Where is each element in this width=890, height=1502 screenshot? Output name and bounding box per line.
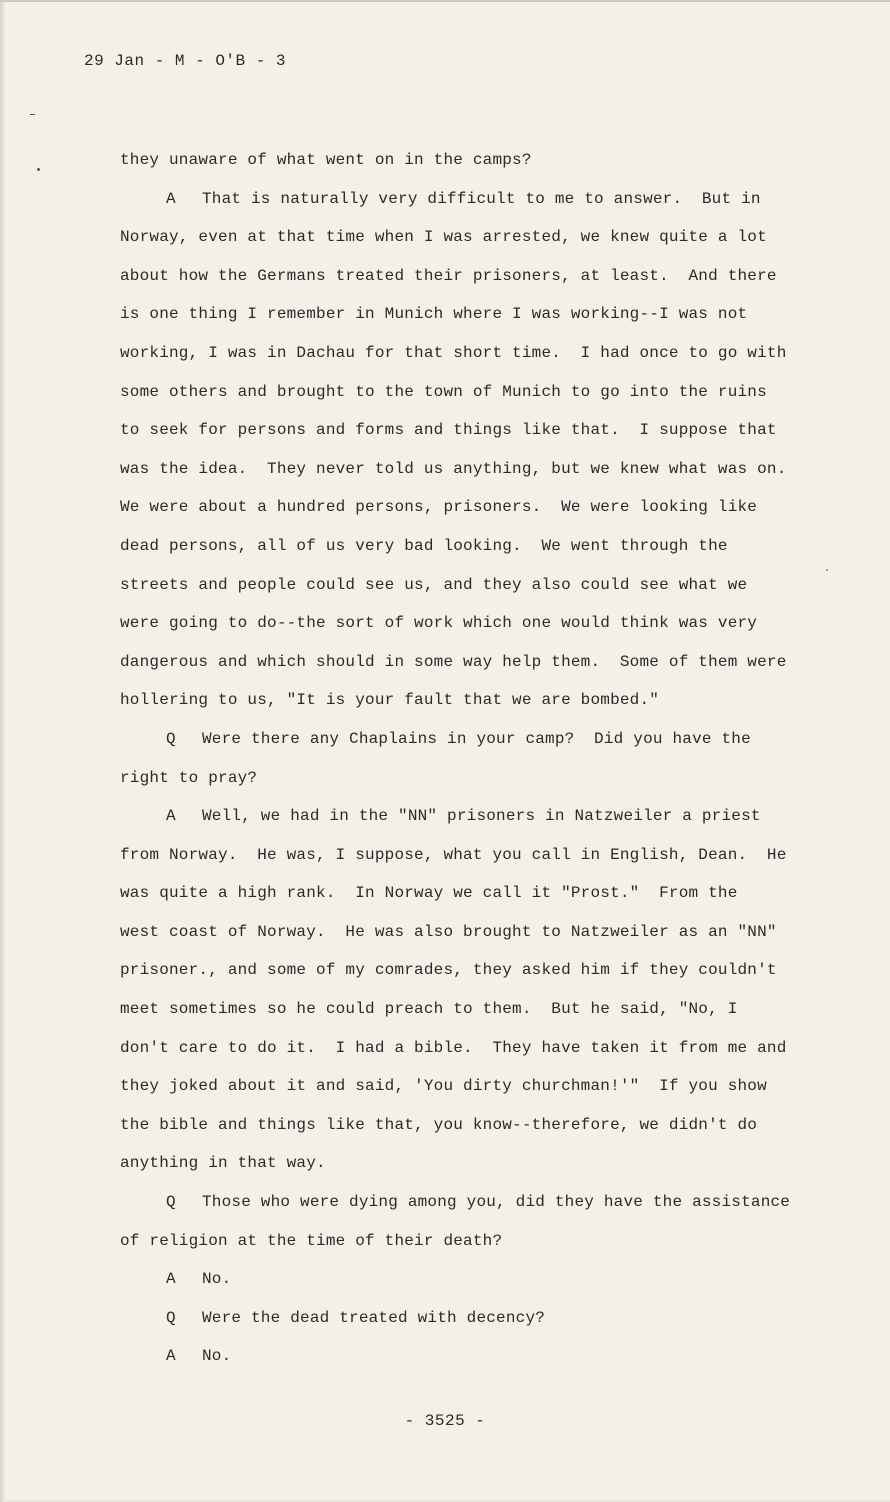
margin-mark [826, 569, 828, 571]
transcript-line [120, 1260, 800, 1299]
transcript-line [120, 411, 800, 450]
transcript-line [120, 527, 800, 566]
line-text: of religion at the time of their death? [120, 1231, 503, 1250]
line-text: Were the dead treated with decency? [202, 1308, 546, 1327]
transcript-line [120, 1067, 800, 1106]
speaker-mark: A [166, 1347, 176, 1366]
line-text: We were about a hundred persons, prisoners. We were looking like [120, 498, 758, 517]
transcript-line [120, 681, 800, 720]
transcript-line [120, 295, 800, 334]
transcript-line [120, 141, 800, 180]
line-text: is one thing I remember in Munich where I was working--I was not [120, 305, 748, 324]
line-text: the bible and things like that, you know--therefore, we didn't do [120, 1115, 758, 1134]
transcript-line [120, 874, 800, 913]
transcript-line [120, 566, 800, 605]
transcript-line [120, 1222, 800, 1261]
transcript-line [120, 1144, 800, 1183]
line-text: were going to do--the sort of work which one would think was very [120, 614, 758, 633]
line-text: meet sometimes so he could preach to them. But he said, "No, I [120, 1000, 738, 1019]
transcript-line [120, 913, 800, 952]
line-text: working, I was in Dachau for that short time. I had once to go with [120, 343, 787, 362]
line-text: dead persons, all of us very bad looking. We went through the [120, 536, 728, 555]
transcript-line [120, 759, 800, 798]
line-text: Were there any Chaplains in your camp? Did you have the [202, 729, 751, 748]
line-text: Well, we had in the "NN" prisoners in Natzweiler a priest [202, 807, 761, 826]
transcript-line [120, 604, 800, 643]
line-text: from Norway. He was, I suppose, what you call in English, Dean. He [120, 845, 787, 864]
transcript-line [120, 797, 800, 836]
transcript-line [120, 180, 800, 219]
transcript-line [120, 488, 800, 527]
speaker-mark: Q [166, 1193, 176, 1212]
line-text: some others and brought to the town of Munich to go into the ruins [120, 382, 767, 401]
speaker-mark: Q [166, 729, 176, 748]
line-text: No. [202, 1270, 232, 1289]
line-text: Those who were dying among you, did they have the assistance [202, 1193, 791, 1212]
line-text: hollering to us, "It is your fault that we are bombed." [120, 691, 660, 710]
transcript-line [120, 720, 800, 759]
transcript-line [120, 257, 800, 296]
speaker-mark: Q [166, 1308, 176, 1327]
line-text: about how the Germans treated their prisoners, at least. And there [120, 266, 777, 285]
transcript-line [120, 1337, 800, 1376]
transcript-line [120, 373, 800, 412]
transcript-line [120, 951, 800, 990]
line-text: was the idea. They never told us anything, but we knew what was on. [120, 459, 787, 478]
transcript-line [120, 1106, 800, 1145]
margin-mark [37, 168, 40, 171]
line-text: streets and people could see us, and they also could see what we [120, 575, 748, 594]
transcript-line [120, 643, 800, 682]
page-edge [0, 2, 6, 1502]
transcript-line [120, 836, 800, 875]
line-text: west coast of Norway. He was also brought to Natzweiler as an "NN" [120, 922, 777, 941]
transcript-line [120, 450, 800, 489]
line-text: right to pray? [120, 768, 258, 787]
line-text: No. [202, 1347, 232, 1366]
transcript-line [120, 334, 800, 373]
line-text: anything in that way. [120, 1154, 326, 1173]
transcript-line [120, 1029, 800, 1068]
line-text: Norway, even at that time when I was arrested, we knew quite a lot [120, 228, 767, 247]
line-text: dangerous and which should in some way help them. Some of them were [120, 652, 787, 671]
margin-mark [30, 114, 35, 115]
transcript-line [120, 218, 800, 257]
transcript-line [120, 990, 800, 1029]
line-text: they joked about it and said, 'You dirty churchman!'" If you show [120, 1077, 767, 1096]
page-header: 29 Jan - M - O'B - 3 [84, 52, 287, 70]
transcript-line [120, 1299, 800, 1338]
line-text: don't care to do it. I had a bible. They have taken it from me and [120, 1038, 787, 1057]
line-text: prisoner., and some of my comrades, they asked him if they couldn't [120, 961, 777, 980]
transcript-line [120, 1183, 800, 1222]
line-text: That is naturally very difficult to me to answer. But in [202, 189, 761, 208]
transcript-body [120, 141, 800, 1376]
speaker-mark: A [166, 1270, 176, 1289]
line-text: they unaware of what went on in the camps? [120, 151, 532, 169]
speaker-mark: A [166, 189, 176, 208]
line-text: to seek for persons and forms and things like that. I suppose that [120, 421, 777, 440]
line-text: was quite a high rank. In Norway we call it "Prost." From the [120, 884, 738, 903]
page-number: - 3525 - [404, 1412, 486, 1430]
speaker-mark: A [166, 807, 176, 826]
